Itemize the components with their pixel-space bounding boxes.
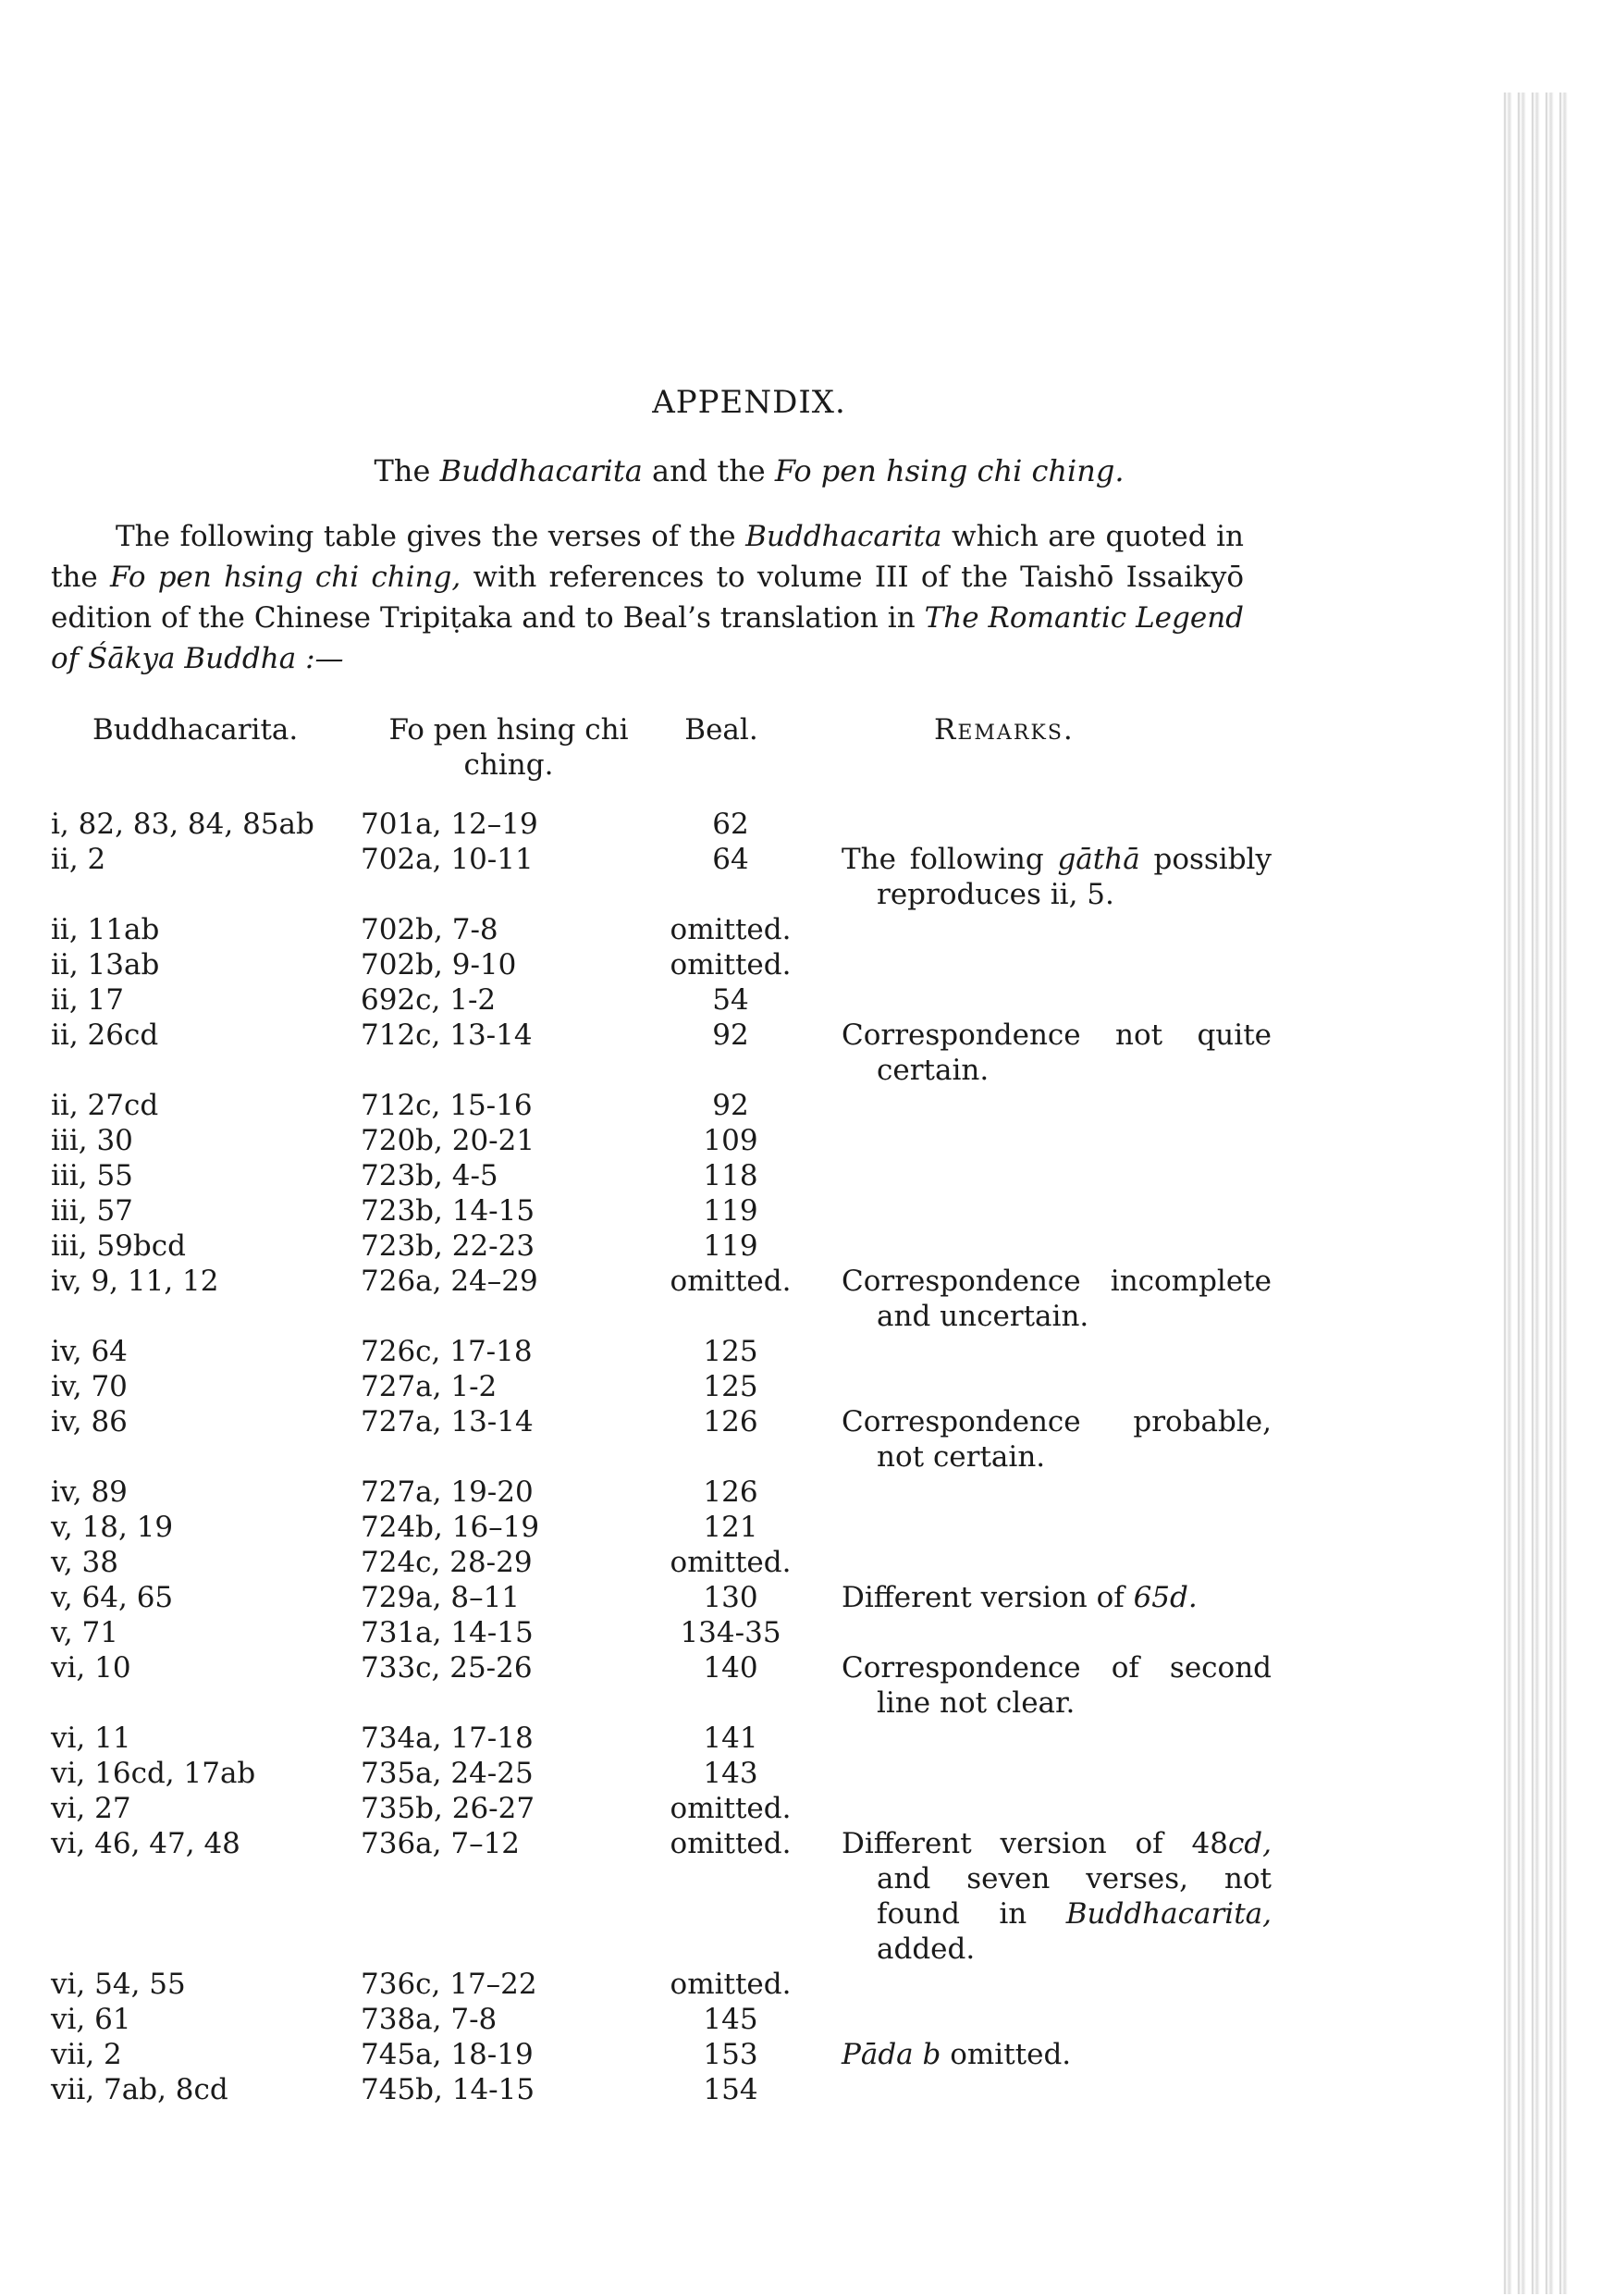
table-row <box>51 1967 1272 2002</box>
cell-fo-pen: 712c, 15-16 <box>361 1089 533 1122</box>
cell-beal: 118 <box>703 1159 758 1192</box>
cell-fo-pen: 724c, 28-29 <box>361 1546 533 1579</box>
cell-fo-pen: 735b, 26-27 <box>361 1792 535 1825</box>
cell-fo-pen: 702a, 10-11 <box>361 843 534 876</box>
remark-text <box>842 1650 1272 1721</box>
cell-fo-pen: 734a, 17-18 <box>361 1722 534 1755</box>
cell-remarks <box>823 1193 1272 1228</box>
table-row <box>51 1475 1272 1510</box>
cell-fo-pen: 701a, 12–19 <box>361 808 538 841</box>
table-row <box>51 1228 1272 1264</box>
cell-fo-pen: 727a, 1-2 <box>361 1370 498 1403</box>
cell-remarks <box>823 1650 1272 1721</box>
cell-fo-pen: 735a, 24-25 <box>361 1757 534 1790</box>
table-row <box>51 1369 1272 1404</box>
table-row <box>51 1650 1272 1721</box>
cell-buddhacarita: v, 64, 65 <box>51 1581 174 1614</box>
table-row <box>51 842 1272 912</box>
cell-remarks <box>823 842 1272 912</box>
table-row <box>51 1193 1272 1228</box>
cell-beal: 126 <box>703 1475 758 1509</box>
cell-fo-pen: 733c, 25-26 <box>361 1651 533 1685</box>
cell-remarks <box>823 1791 1272 1826</box>
cell-fo-pen: 702b, 9-10 <box>361 948 517 981</box>
remark-text <box>842 1018 1272 1088</box>
cell-buddhacarita: ii, 11ab <box>51 913 160 946</box>
cell-buddhacarita: vi, 54, 55 <box>51 1968 186 2001</box>
cell-beal: omitted. <box>670 1792 792 1825</box>
cell-remarks <box>823 1615 1272 1650</box>
cell-fo-pen: 736a, 7–12 <box>361 1827 521 1860</box>
intro-text-3: with references to volume III of the Taishō Issaikyō edition of the Chinese Tripiṭaka and to Beal’s translation in <box>51 561 1244 635</box>
column-header-buddhacarita: Buddhacarita. <box>92 713 299 747</box>
cell-remarks <box>823 1123 1272 1158</box>
cell-buddhacarita: iv, 89 <box>51 1475 128 1509</box>
remark-text <box>842 1580 1272 1615</box>
remark-part: Buddhacarita, <box>1065 1897 1272 1931</box>
table-row <box>51 912 1272 947</box>
cell-buddhacarita: iii, 55 <box>51 1159 133 1192</box>
cell-buddhacarita: ii, 17 <box>51 983 124 1017</box>
cell-buddhacarita: iv, 70 <box>51 1370 128 1403</box>
intro-text-1: The following table gives the verses of the <box>116 520 746 553</box>
remark-text <box>842 1826 1272 1967</box>
cell-fo-pen: 692c, 1-2 <box>361 983 497 1017</box>
table-row <box>51 1264 1272 1334</box>
cell-fo-pen: 745b, 14-15 <box>361 2073 535 2106</box>
table-row <box>51 2072 1272 2107</box>
cell-remarks <box>823 1967 1272 2002</box>
intro-paragraph <box>51 516 1244 679</box>
cell-fo-pen: 720b, 20-21 <box>361 1124 535 1157</box>
column-header-fo-pen: Fo pen hsing chi ching. <box>388 713 629 782</box>
cell-remarks <box>823 1545 1272 1580</box>
cell-buddhacarita: vii, 2 <box>51 2038 122 2071</box>
remark-part: 65d. <box>1133 1581 1198 1614</box>
cell-fo-pen: 712c, 13-14 <box>361 1018 533 1052</box>
table-row <box>51 1334 1272 1369</box>
cell-fo-pen: 723b, 14-15 <box>361 1194 535 1228</box>
cell-buddhacarita: v, 38 <box>51 1546 118 1579</box>
cell-remarks <box>823 1088 1272 1123</box>
subtitle-prefix: The <box>374 453 440 488</box>
remark-part: Different version of 48 <box>842 1827 1228 1860</box>
cell-beal: omitted. <box>670 1827 792 1860</box>
cell-remarks <box>823 1826 1272 1967</box>
subtitle-work-buddhacarita: Buddhacarita <box>439 453 643 488</box>
cell-fo-pen: 727a, 13-14 <box>361 1405 534 1438</box>
cell-beal: 92 <box>712 1089 749 1122</box>
cell-buddhacarita: vi, 61 <box>51 2003 131 2036</box>
table-row <box>51 807 1272 842</box>
intro-work-buddhacarita: Buddhacarita <box>745 520 942 553</box>
cell-beal: 64 <box>712 843 749 876</box>
cell-remarks <box>823 1475 1272 1510</box>
cell-beal: 140 <box>703 1651 758 1685</box>
cell-remarks <box>823 1721 1272 1756</box>
cell-buddhacarita: vii, 7ab, 8cd <box>51 2073 228 2106</box>
subtitle-middle: and the <box>642 453 775 488</box>
cell-buddhacarita: ii, 13ab <box>51 948 160 981</box>
remark-part: cd, <box>1227 1827 1272 1860</box>
cell-remarks <box>823 807 1272 842</box>
cell-beal: omitted. <box>670 1968 792 2001</box>
cell-fo-pen: 736c, 17–22 <box>361 1968 537 2001</box>
table-row <box>51 1826 1272 1967</box>
cell-beal: 154 <box>703 2073 758 2106</box>
cell-beal: 62 <box>712 808 749 841</box>
cell-beal: 145 <box>703 2003 758 2036</box>
table-row <box>51 1123 1272 1158</box>
intro-text-2: which are quoted in the <box>51 520 1244 594</box>
cell-beal: 125 <box>703 1335 758 1368</box>
cell-beal: 141 <box>703 1722 758 1755</box>
table-row <box>51 1088 1272 1123</box>
cell-beal: 119 <box>703 1229 758 1263</box>
cell-remarks <box>823 2002 1272 2037</box>
cell-beal: 126 <box>703 1405 758 1438</box>
remark-part: Correspondence probable, not certain. <box>842 1405 1272 1474</box>
table-row <box>51 1791 1272 1826</box>
cell-remarks <box>823 912 1272 947</box>
cell-remarks <box>823 1018 1272 1088</box>
remark-part: gāthā <box>1057 843 1140 876</box>
cell-beal: 119 <box>703 1194 758 1228</box>
column-header-remarks: Remarks. <box>934 713 1075 747</box>
cell-remarks <box>823 1228 1272 1264</box>
cell-buddhacarita: iv, 64 <box>51 1335 128 1368</box>
remark-part: and seven verses, not found in <box>877 1862 1272 1931</box>
remark-part: Pāda b <box>842 2038 941 2071</box>
cell-beal: omitted. <box>670 948 792 981</box>
cell-remarks <box>823 2037 1272 2072</box>
cell-buddhacarita: ii, 2 <box>51 843 106 876</box>
cell-buddhacarita: vi, 16cd, 17ab <box>51 1757 256 1790</box>
cell-buddhacarita: i, 82, 83, 84, 85ab <box>51 808 314 841</box>
cell-beal: 121 <box>703 1511 758 1544</box>
cell-fo-pen: 723b, 4-5 <box>361 1159 498 1192</box>
cell-buddhacarita: v, 18, 19 <box>51 1511 174 1544</box>
cell-fo-pen: 745a, 18-19 <box>361 2038 534 2071</box>
page-binding-edge <box>1498 93 1572 2294</box>
remark-part: The following <box>842 843 1058 876</box>
cell-beal: omitted. <box>670 1265 792 1298</box>
cell-beal: omitted. <box>670 1546 792 1579</box>
cell-remarks <box>823 947 1272 982</box>
cell-buddhacarita: iii, 30 <box>51 1124 133 1157</box>
cell-fo-pen: 723b, 22-23 <box>361 1229 535 1263</box>
cell-remarks <box>823 1580 1272 1615</box>
page-subtitle <box>0 453 1498 488</box>
table-row <box>51 1018 1272 1088</box>
subtitle-work-fo-pen: Fo pen hsing chi ching. <box>774 453 1125 488</box>
table-row <box>51 1580 1272 1615</box>
cell-remarks <box>823 982 1272 1018</box>
cell-fo-pen: 729a, 8–11 <box>361 1581 521 1614</box>
remark-part: Correspondence of second line not clear. <box>842 1651 1272 1720</box>
table-row <box>51 2037 1272 2072</box>
cell-buddhacarita: ii, 26cd <box>51 1018 159 1052</box>
table-row <box>51 1721 1272 1756</box>
cell-remarks <box>823 1369 1272 1404</box>
cell-remarks <box>823 1334 1272 1369</box>
cell-beal: 130 <box>703 1581 758 1614</box>
remark-text <box>842 842 1272 912</box>
cell-fo-pen: 726a, 24–29 <box>361 1265 538 1298</box>
cell-buddhacarita: vi, 11 <box>51 1722 131 1755</box>
table-row <box>51 1756 1272 1791</box>
table-row <box>51 1158 1272 1193</box>
cell-remarks <box>823 2072 1272 2107</box>
cell-beal: 92 <box>712 1018 749 1052</box>
cell-beal: 153 <box>703 2038 758 2071</box>
remark-text <box>842 1264 1272 1334</box>
table-row <box>51 1615 1272 1650</box>
column-header-beal: Beal. <box>684 713 758 747</box>
cell-fo-pen: 724b, 16–19 <box>361 1511 540 1544</box>
cell-buddhacarita: v, 71 <box>51 1616 118 1649</box>
cell-remarks <box>823 1158 1272 1193</box>
cell-remarks <box>823 1404 1272 1475</box>
cell-beal: 54 <box>712 983 749 1017</box>
remark-part: Correspondence incomplete and uncertain. <box>842 1265 1272 1333</box>
remark-text <box>842 1404 1272 1475</box>
table-row <box>51 1545 1272 1580</box>
remark-part: Correspondence not quite certain. <box>842 1018 1272 1087</box>
cell-beal: 109 <box>703 1124 758 1157</box>
remark-part: omitted. <box>941 2038 1072 2071</box>
remark-part: Different version of <box>842 1581 1134 1614</box>
cell-beal: 125 <box>703 1370 758 1403</box>
concordance-table <box>51 807 1272 2107</box>
table-row <box>51 947 1272 982</box>
cell-fo-pen: 731a, 14-15 <box>361 1616 534 1649</box>
cell-fo-pen: 727a, 19-20 <box>361 1475 534 1509</box>
table-row <box>51 2002 1272 2037</box>
remark-part: possibly reproduces ii, 5. <box>877 843 1272 911</box>
cell-remarks <box>823 1264 1272 1334</box>
cell-fo-pen: 702b, 7-8 <box>361 913 498 946</box>
remark-part: added. <box>877 1932 976 1966</box>
cell-buddhacarita: iv, 86 <box>51 1405 128 1438</box>
page-title: APPENDIX. <box>652 384 846 421</box>
remark-text <box>842 2037 1272 2072</box>
cell-beal: 143 <box>703 1757 758 1790</box>
cell-buddhacarita: vi, 46, 47, 48 <box>51 1827 240 1860</box>
cell-remarks <box>823 1510 1272 1545</box>
cell-buddhacarita: vi, 27 <box>51 1792 131 1825</box>
cell-fo-pen: 726c, 17-18 <box>361 1335 533 1368</box>
cell-buddhacarita: iii, 59bcd <box>51 1229 186 1263</box>
cell-remarks <box>823 1756 1272 1791</box>
cell-beal: 134-35 <box>680 1616 781 1649</box>
intro-work-romantic-legend: The Romantic Legend of Śākya Buddha :— <box>51 601 1244 675</box>
cell-buddhacarita: ii, 27cd <box>51 1089 159 1122</box>
cell-fo-pen: 738a, 7-8 <box>361 2003 498 2036</box>
cell-buddhacarita: iv, 9, 11, 12 <box>51 1265 219 1298</box>
table-row <box>51 1404 1272 1475</box>
cell-beal: omitted. <box>670 913 792 946</box>
intro-work-fo-pen: Fo pen hsing chi ching, <box>110 561 461 594</box>
table-row <box>51 982 1272 1018</box>
table-row <box>51 1510 1272 1545</box>
cell-buddhacarita: iii, 57 <box>51 1194 133 1228</box>
cell-buddhacarita: vi, 10 <box>51 1651 131 1685</box>
